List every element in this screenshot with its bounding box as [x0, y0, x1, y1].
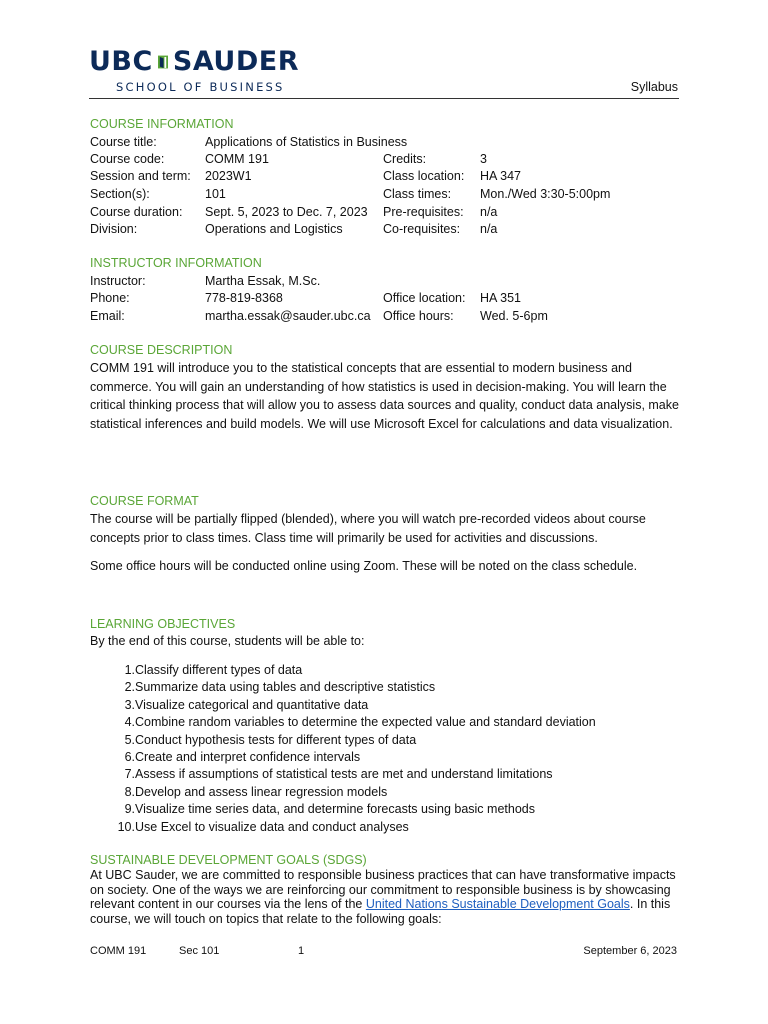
logo-word-ubc: UBC [89, 46, 153, 77]
list-item [107, 784, 388, 801]
list-text: Assess if assumptions of statistical tests are met and understand limitations [135, 767, 553, 782]
list-number: 2. [124, 680, 135, 695]
info-value: 2023W1 [205, 169, 252, 183]
info-label: Course code: [90, 152, 165, 166]
info-label: Course duration: [90, 205, 183, 219]
info-value: n/a [480, 205, 498, 219]
list-item [107, 766, 553, 783]
list-number: 1. [124, 663, 135, 677]
list-text: Summarize data using tables and descriptive statistics [135, 680, 436, 695]
logo-subtitle: SCHOOL OF BUSINESS [116, 80, 285, 94]
learning-objectives-heading: LEARNING OBJECTIVES [90, 617, 236, 631]
list-item [107, 679, 436, 696]
info-value: COMM 191 [205, 152, 269, 166]
header-divider [89, 98, 679, 99]
document-type-label: Syllabus [630, 80, 678, 94]
course-information-heading: COURSE INFORMATION [90, 117, 234, 131]
footer-page-number: 1 [298, 945, 305, 957]
course-description-heading: COURSE DESCRIPTION [90, 343, 233, 357]
info-label: Co-requisites: [383, 222, 461, 236]
course-format-paragraph: Some office hours will be conducted online using Zoom. These will be noted on the class schedule. [90, 559, 638, 573]
info-value: Operations and Logistics [205, 222, 343, 236]
list-text: Visualize time series data, and determine forecasts using basic methods [135, 802, 535, 817]
info-label: Course title: [90, 135, 157, 149]
list-text: Create and interpret confidence intervals [135, 749, 361, 764]
info-label: Credits: [383, 152, 427, 166]
course-format-text [90, 510, 690, 586]
info-value: HA 351 [480, 291, 522, 305]
ubc-sauder-logo [89, 46, 299, 94]
course-format-heading: COURSE FORMAT [90, 494, 199, 508]
info-label: Section(s): [90, 187, 150, 201]
list-text: Visualize categorical and quantitative data [135, 697, 369, 712]
list-number: 4. [124, 715, 135, 730]
info-value: Wed. 5-6pm [480, 309, 548, 323]
email-address: martha.essak@sauder.ubc.ca [205, 309, 371, 323]
list-text: Use Excel to visualize data and conduct analyses [135, 819, 409, 834]
info-label: Class times: [383, 187, 452, 201]
list-item [107, 662, 303, 679]
list-text: Conduct hypothesis tests for different types of data [135, 732, 417, 747]
info-value: Sept. 5, 2023 to Dec. 7, 2023 [205, 205, 368, 219]
list-text: Combine random variables to determine the expected value and standard deviation [135, 715, 596, 730]
list-item [107, 714, 596, 731]
list-number: 10. [117, 819, 135, 834]
learning-objectives-list [107, 662, 596, 836]
footer-course-code: COMM 191 [90, 945, 147, 957]
info-label: Pre-requisites: [383, 205, 464, 219]
list-number: 5. [124, 732, 135, 747]
list-text: Classify different types of data [135, 663, 303, 677]
footer-section: Sec 101 [179, 945, 220, 957]
info-label: Phone: [90, 291, 130, 305]
course-description-text [90, 359, 690, 443]
sdg-text-before: At UBC Sauder, we are committed to responsible business practices that can have transformative impacts on society. One of the ways we are reinforcing our commitment to responsible business is by showcasing relevant content in our courses via the lens of the [90, 868, 676, 911]
list-number: 3. [124, 697, 135, 712]
list-item [107, 732, 417, 749]
list-item [107, 749, 361, 766]
info-label: Division: [90, 222, 138, 236]
learning-objectives-intro: By the end of this course, students will be able to: [90, 634, 365, 648]
sdg-heading: SUSTAINABLE DEVELOPMENT GOALS (SDGS) [90, 853, 367, 867]
course-description-paragraph: COMM 191 will introduce you to the statistical concepts that are essential to modern business and commerce. You will gain an understanding of how statistics is used in decision-making. You will learn the critical thinking process that will allow you to assess data sources and quality, conduct data analysis, make statistical inferences and build models. We will use Microsoft Excel for calculations and data visualization. [90, 361, 679, 431]
info-label: Session and term: [90, 169, 191, 183]
list-number: 7. [124, 767, 135, 782]
info-value: Applications of Statistics in Business [205, 135, 408, 149]
list-item [107, 801, 535, 818]
info-label: Instructor: [90, 274, 146, 288]
info-value: 3 [480, 152, 487, 166]
instructor-information-heading: INSTRUCTOR INFORMATION [90, 256, 262, 270]
list-number: 6. [124, 749, 135, 764]
door-mark-icon [158, 48, 168, 76]
sdg-paragraph [90, 868, 690, 926]
list-number: 9. [124, 802, 135, 817]
info-label: Class location: [383, 169, 465, 183]
sdg-text-after: . In this course, we will touch on topics that relate to the following goals: [90, 897, 671, 926]
list-item [107, 697, 369, 714]
list-number: 8. [124, 784, 135, 799]
info-value: HA 347 [480, 169, 522, 183]
info-label: Email: [90, 309, 125, 323]
info-value: 778-819-8368 [205, 291, 283, 305]
course-format-paragraph: The course will be partially flipped (blended), where you will watch pre-recorded videos about course concepts prior to class times. Class time will primarily be used for activities and discussions. [90, 512, 646, 545]
info-label: Office hours: [383, 309, 454, 323]
info-value: n/a [480, 222, 498, 236]
info-value: Mon./Wed 3:30-5:00pm [480, 187, 611, 201]
un-sdg-link[interactable]: United Nations Sustainable Development Goals [365, 897, 630, 911]
list-item [107, 819, 409, 836]
info-value: 101 [205, 187, 226, 201]
footer-date: September 6, 2023 [583, 945, 677, 957]
list-text: Develop and assess linear regression models [135, 784, 388, 799]
logo-word-sauder: SAUDER [172, 46, 299, 77]
info-label: Office location: [383, 291, 466, 305]
info-value: Martha Essak, M.Sc. [205, 274, 321, 288]
